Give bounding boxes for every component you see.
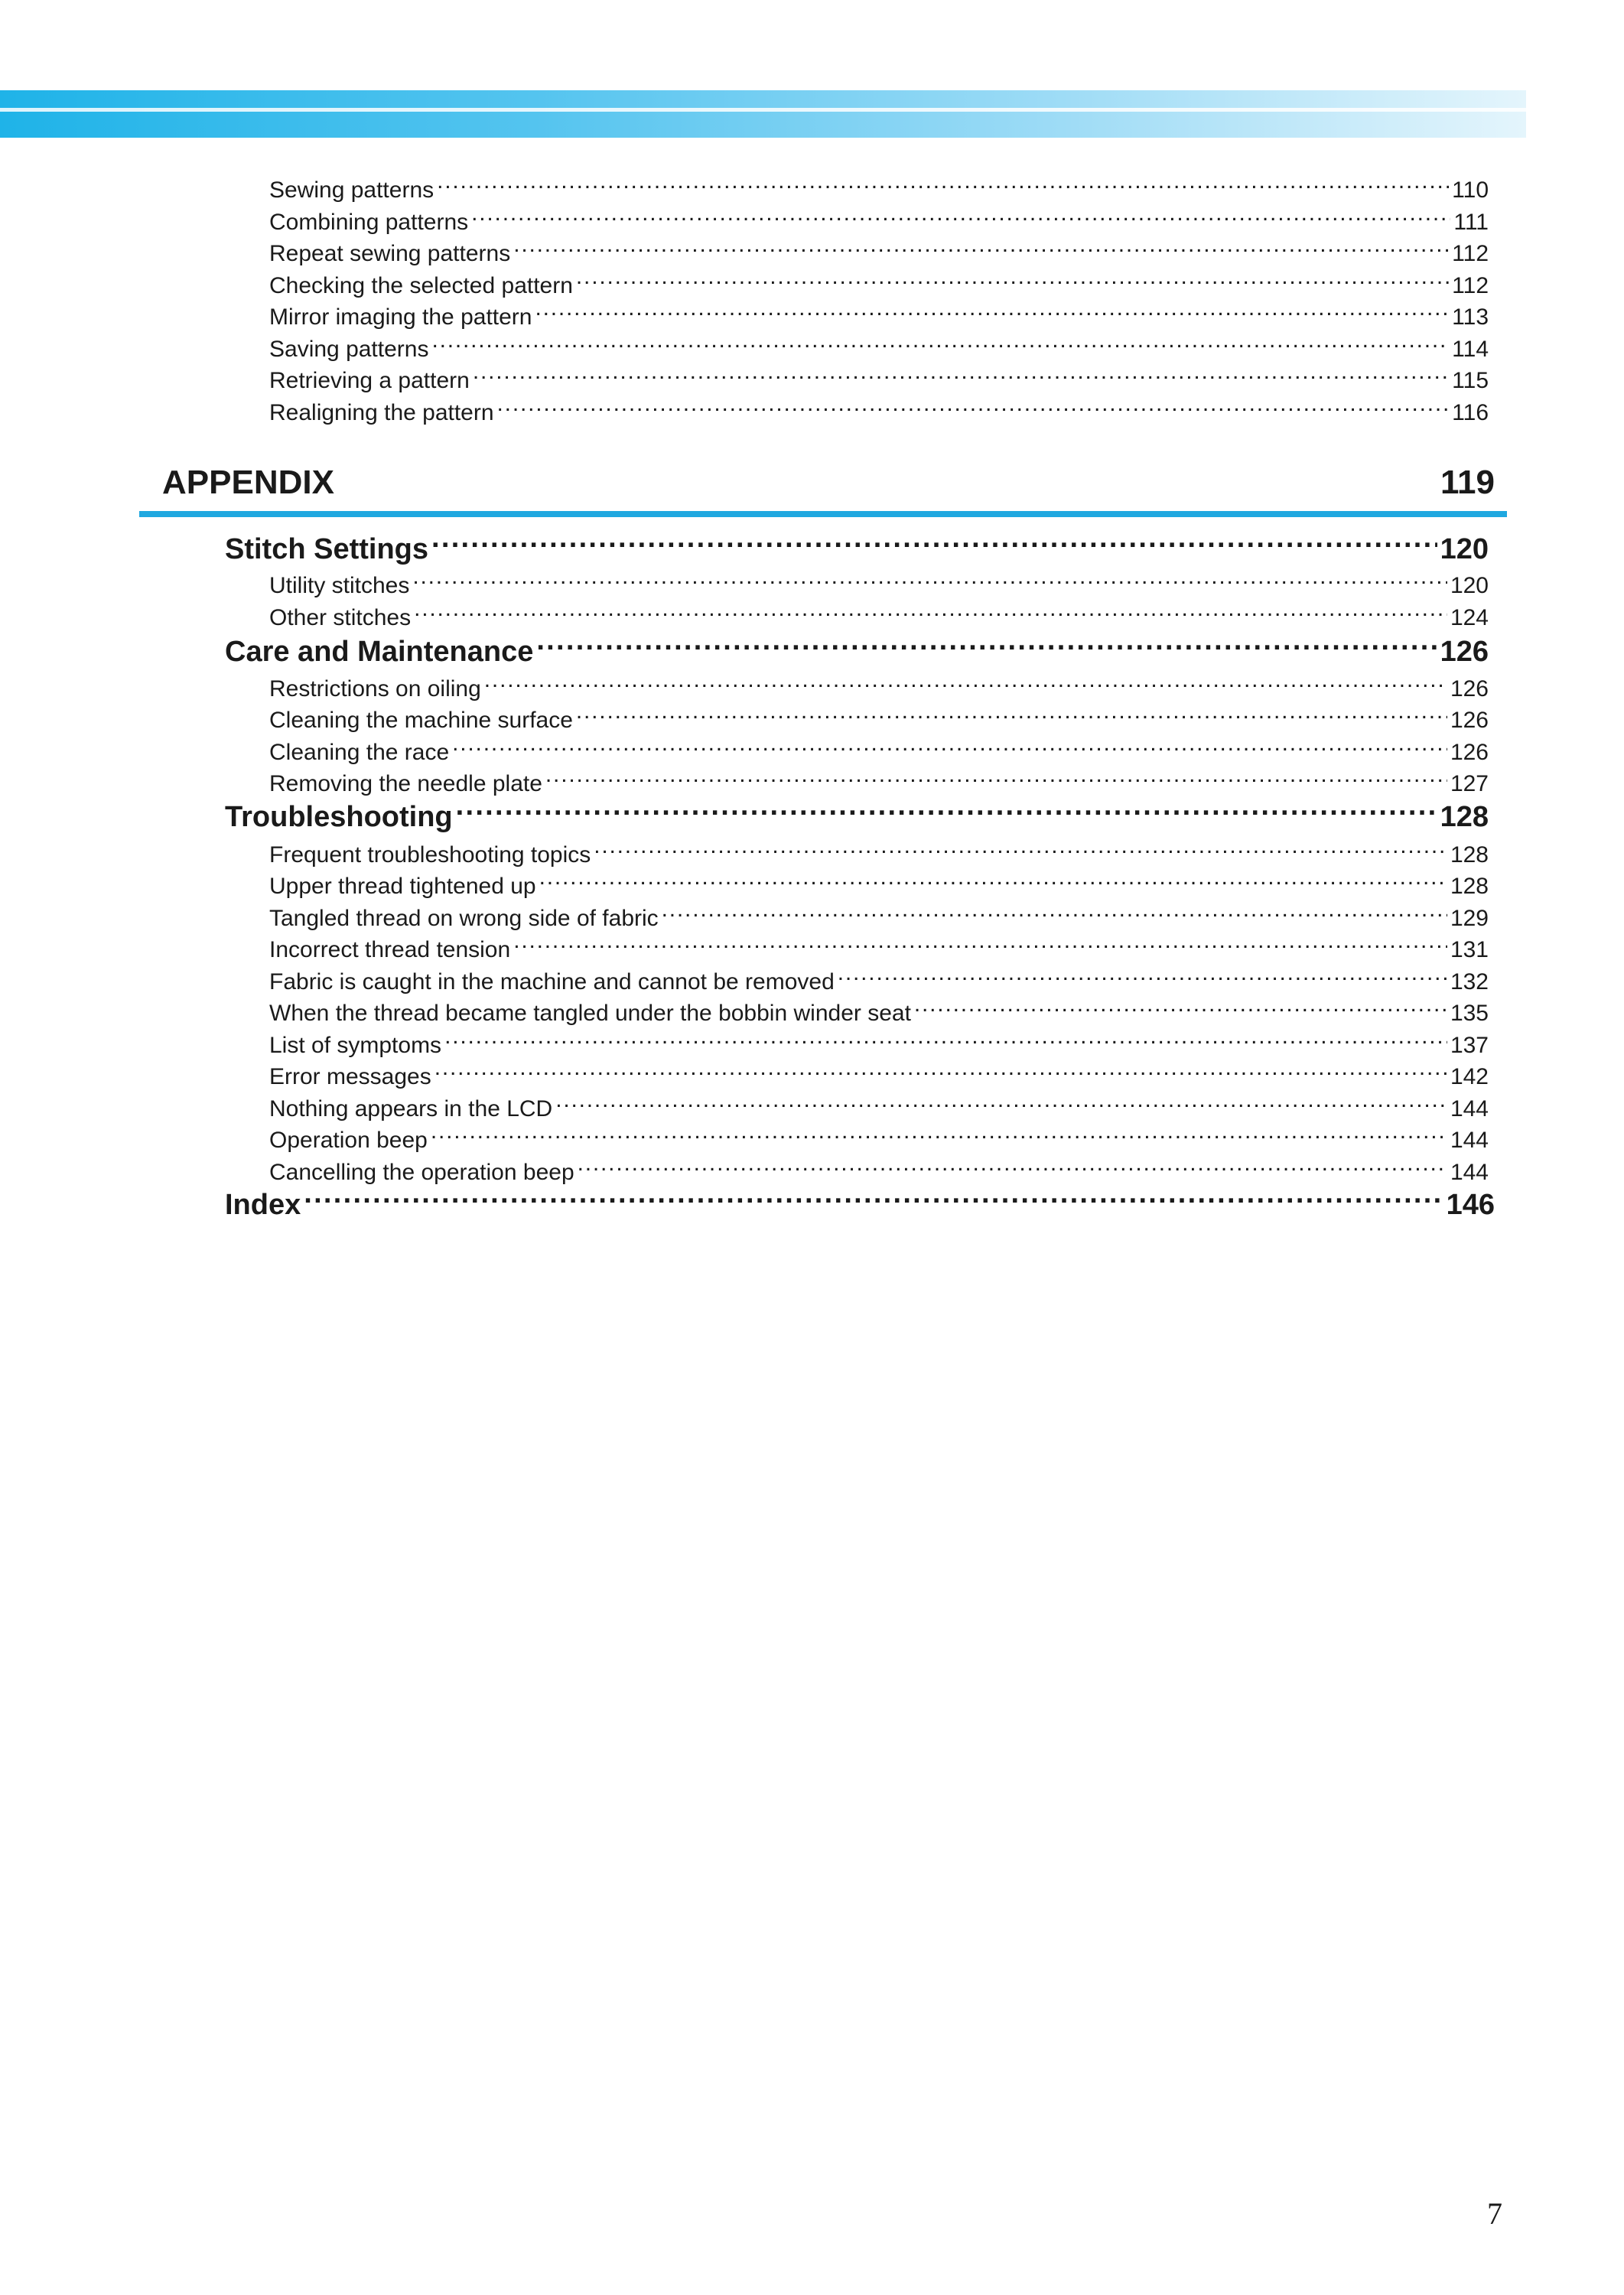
chapter-heading[interactable] — [162, 464, 1495, 509]
toc-entry-page: 112 — [1452, 241, 1489, 266]
toc-entry[interactable] — [269, 174, 1489, 203]
toc-entry-label: Repeat sewing patterns — [269, 241, 511, 266]
toc-entry-page: 131 — [1450, 937, 1489, 962]
toc-entry[interactable] — [269, 1157, 1489, 1186]
page-number: 7 — [1487, 2196, 1502, 2231]
leader-dots — [434, 1061, 1447, 1084]
toc-entry-label: Restrictions on oiling — [269, 676, 481, 702]
toc-entry-page: 111 — [1453, 210, 1489, 235]
toc-entry[interactable] — [269, 839, 1489, 868]
toc-entry[interactable] — [269, 238, 1489, 267]
toc-entry[interactable] — [269, 602, 1489, 631]
toc-entry-page: 126 — [1450, 708, 1489, 733]
toc-entry[interactable] — [269, 934, 1489, 963]
toc-entry-label: Frequent troubleshooting topics — [269, 842, 591, 868]
toc-entry-page: 142 — [1450, 1064, 1489, 1089]
leader-dots — [473, 365, 1449, 388]
toc-entry-page: 110 — [1452, 177, 1489, 203]
toc-entry-page: 116 — [1452, 400, 1489, 425]
toc-entry-page: 128 — [1450, 842, 1489, 868]
leader-dots — [414, 602, 1447, 625]
leader-dots — [578, 1157, 1447, 1180]
toc-entry-page: 129 — [1450, 906, 1489, 931]
toc-entry-page: 124 — [1450, 605, 1489, 630]
toc-entry-label: Cancelling the operation beep — [269, 1160, 574, 1185]
leader-dots — [545, 768, 1447, 791]
toc-entry[interactable] — [269, 903, 1489, 932]
leader-dots — [412, 570, 1447, 593]
toc-entry[interactable] — [269, 768, 1489, 797]
toc-entry-page: 126 — [1450, 676, 1489, 702]
toc-entry-page: 127 — [1450, 771, 1489, 796]
leader-dots — [594, 839, 1447, 862]
toc-entry-page: 126 — [1450, 740, 1489, 765]
toc-section-index[interactable] — [225, 1185, 1495, 1220]
toc-entry[interactable] — [269, 1030, 1489, 1059]
toc-entry-page: 135 — [1450, 1001, 1489, 1026]
toc-entry-page: 137 — [1450, 1033, 1489, 1058]
toc-section-page: 126 — [1440, 636, 1489, 667]
toc-entry-label: Cleaning the machine surface — [269, 708, 573, 733]
leader-dots — [576, 270, 1449, 293]
leader-dots — [914, 998, 1447, 1021]
toc-section-title: Stitch Settings — [225, 533, 429, 565]
toc-entry-page: 113 — [1452, 304, 1489, 330]
toc-entry-label: Utility stitches — [269, 573, 410, 598]
toc-section-care-and-maintenance[interactable] — [225, 632, 1489, 667]
toc-section-troubleshooting[interactable] — [225, 797, 1489, 832]
leader-dots — [431, 334, 1449, 356]
toc-entry-label: Combining patterns — [269, 210, 469, 235]
leader-dots — [513, 238, 1449, 261]
toc-entry-label: Other stitches — [269, 605, 412, 630]
toc-entry-page: 112 — [1452, 273, 1489, 298]
leader-dots — [576, 705, 1447, 728]
toc-entry[interactable] — [269, 705, 1489, 734]
chapter-rule — [139, 511, 1507, 517]
toc-section-title: Index — [225, 1189, 301, 1220]
toc-entry-page: 144 — [1450, 1160, 1489, 1185]
toc-entry-page: 144 — [1450, 1096, 1489, 1121]
toc-section-title: Care and Maintenance — [225, 636, 534, 667]
toc-entry-label: Retrieving a pattern — [269, 368, 470, 393]
toc-entry-label: Tangled thread on wrong side of fabric — [269, 906, 659, 931]
header-band-line — [0, 108, 1526, 112]
toc-entry[interactable] — [269, 673, 1489, 702]
leader-dots — [539, 871, 1447, 894]
toc-entry-label: Removing the needle plate — [269, 771, 542, 796]
toc-entry[interactable] — [269, 301, 1489, 330]
toc-entry-label: Error messages — [269, 1064, 431, 1089]
leader-dots — [535, 301, 1449, 324]
toc-entry-label: Operation beep — [269, 1128, 428, 1153]
toc-entry-label: Upper thread tightened up — [269, 874, 536, 899]
leader-dots — [536, 632, 1437, 661]
toc-entry-page: 120 — [1450, 573, 1489, 598]
toc-section-page: 146 — [1446, 1189, 1495, 1220]
toc-section-stitch-settings[interactable] — [225, 529, 1489, 565]
leader-dots — [662, 903, 1447, 926]
toc-entry[interactable] — [269, 207, 1489, 236]
toc-entry-label: Checking the selected pattern — [269, 273, 573, 298]
toc-entry-page: 132 — [1450, 969, 1489, 994]
toc-entry[interactable] — [269, 1093, 1489, 1122]
toc-entry[interactable] — [269, 270, 1489, 299]
toc-entry[interactable] — [269, 365, 1489, 394]
toc-entry[interactable] — [269, 570, 1489, 599]
toc-entry-label: When the thread became tangled under the bobbin winder seat — [269, 1001, 911, 1026]
leader-dots — [456, 797, 1437, 826]
toc-entry[interactable] — [269, 871, 1489, 900]
toc-entry-page: 128 — [1450, 874, 1489, 899]
toc-entry-label: Cleaning the race — [269, 740, 450, 765]
toc-entry-page: 114 — [1452, 337, 1489, 362]
leader-dots — [471, 207, 1450, 230]
toc-entry-label: Sewing patterns — [269, 177, 434, 203]
toc-entry-label: Fabric is caught in the machine and cannot be removed — [269, 969, 835, 994]
leader-dots — [838, 966, 1447, 989]
toc-entry-label: Saving patterns — [269, 337, 429, 362]
leader-dots — [431, 1125, 1447, 1148]
toc-entry[interactable] — [269, 737, 1489, 766]
toc-entry[interactable] — [269, 397, 1489, 426]
leader-dots — [497, 397, 1450, 420]
header-band — [0, 90, 1526, 138]
toc-entry-page: 144 — [1450, 1128, 1489, 1153]
toc-entry[interactable] — [269, 1125, 1489, 1154]
toc-entry[interactable] — [269, 334, 1489, 363]
leader-dots — [484, 673, 1447, 696]
toc-entry[interactable] — [269, 998, 1489, 1027]
toc-section-page: 128 — [1440, 801, 1489, 832]
toc-entry-page: 115 — [1452, 368, 1489, 393]
toc-entry-label: Incorrect thread tension — [269, 937, 511, 962]
leader-dots — [437, 174, 1449, 197]
toc-entry-label: List of symptoms — [269, 1033, 442, 1058]
toc-entry-label: Realigning the pattern — [269, 400, 494, 425]
leader-dots — [513, 934, 1447, 957]
toc-entry[interactable] — [269, 966, 1489, 995]
toc-entry[interactable] — [269, 1061, 1489, 1090]
leader-dots — [304, 1185, 1443, 1214]
chapter-title: APPENDIX — [162, 464, 334, 501]
leader-dots — [555, 1093, 1447, 1116]
chapter-page: 119 — [1440, 464, 1495, 501]
toc-section-title: Troubleshooting — [225, 801, 453, 832]
toc-entry-label: Mirror imaging the pattern — [269, 304, 532, 330]
leader-dots — [452, 737, 1447, 760]
leader-dots — [431, 529, 1437, 558]
leader-dots — [444, 1030, 1447, 1053]
toc-section-page: 120 — [1440, 533, 1489, 565]
toc-entry-label: Nothing appears in the LCD — [269, 1096, 553, 1121]
